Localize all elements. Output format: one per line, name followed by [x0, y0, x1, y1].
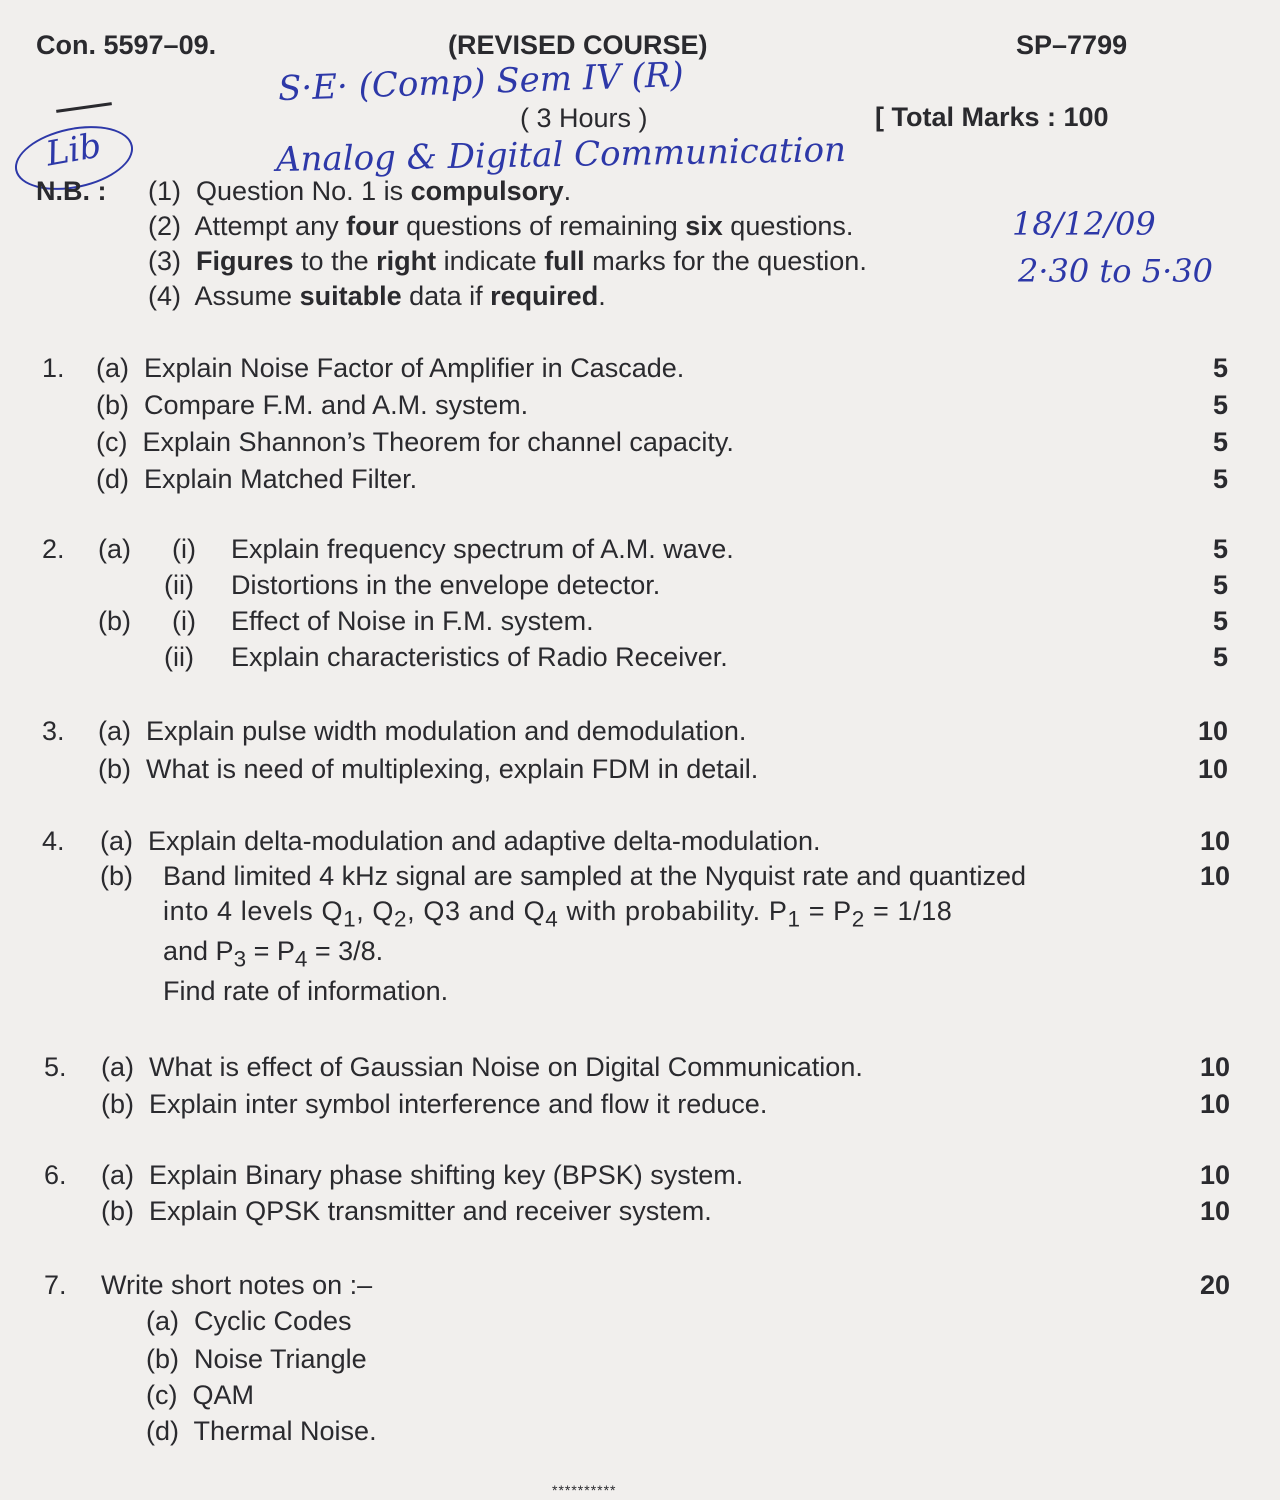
q7a: (a) Cyclic Codes: [146, 1306, 352, 1336]
q3b-marks: 10: [1197, 754, 1228, 784]
instruction-3: (3) Figures to the right indicate full marks for the question.: [148, 246, 867, 276]
q5b: (b) Explain inter symbol interference and flow it reduce.: [101, 1089, 768, 1119]
q2a-ii: Distortions in the envelope detector.: [231, 570, 661, 600]
q1b: (b) Compare F.M. and A.M. system.: [96, 390, 529, 420]
q4a-marks: 10: [1199, 826, 1230, 856]
q4a: (a) Explain delta-modulation and adaptive delta-modulation.: [100, 826, 821, 856]
q3b: (b) What is need of multiplexing, explain FDM in detail.: [98, 754, 759, 784]
q2a-i-marks: 5: [1212, 534, 1228, 564]
handwritten-lib: Lib: [42, 125, 105, 175]
q1-number: 1.: [42, 353, 65, 383]
q6a: (a) Explain Binary phase shifting key (BPSK) system.: [101, 1160, 744, 1190]
pen-stroke: [56, 102, 112, 113]
nb-label: N.B. :: [36, 176, 107, 206]
q4b-line2: into 4 levels $Q_1$, $Q_2$, Q3 and $Q_4$ with probability. $P_1 = P_2 = 1/18$: [163, 896, 953, 932]
handwritten-subject: Analog & Digital Communication: [275, 130, 847, 180]
paper-code: SP–7799: [1016, 30, 1128, 60]
q7b: (b) Noise Triangle: [146, 1344, 367, 1374]
q6-number: 6.: [44, 1160, 67, 1190]
q5b-marks: 10: [1199, 1089, 1230, 1119]
q7c: (c) QAM: [146, 1380, 255, 1410]
q5a: (a) What is effect of Gaussian Noise on Digital Communication.: [101, 1052, 863, 1082]
q7d: (d) Thermal Noise.: [146, 1416, 377, 1446]
instruction-4: (4) Assume suitable data if required.: [148, 281, 606, 311]
q6b: (b) Explain QPSK transmitter and receiver system.: [101, 1196, 712, 1226]
q7-marks: 20: [1199, 1270, 1230, 1300]
handwritten-time: 2·30 to 5·30: [1018, 252, 1213, 290]
q2a-i-label: (i): [172, 534, 196, 564]
total-marks: [ Total Marks : 100: [875, 102, 1109, 132]
q4b-line3: and $P_3 = P_4 = 3/8$.: [163, 936, 384, 972]
q1c-marks: 5: [1212, 427, 1228, 457]
q4b-line4: Find rate of information.: [163, 976, 449, 1006]
q2a-label: (a): [98, 534, 131, 564]
q2-number: 2.: [42, 534, 65, 564]
q6b-marks: 10: [1199, 1196, 1230, 1226]
q7-number: 7.: [44, 1270, 67, 1300]
q1d: (d) Explain Matched Filter.: [96, 464, 418, 494]
q2b-i-label: (i): [172, 606, 196, 636]
exam-duration: ( 3 Hours ): [520, 103, 648, 133]
instruction-1: (1) Question No. 1 is compulsory.: [148, 176, 572, 206]
q2b-ii-label: (ii): [164, 642, 194, 672]
q2a-ii-label: (ii): [164, 570, 194, 600]
q4b-line1: Band limited 4 kHz signal are sampled at the Nyquist rate and quantized: [163, 861, 1026, 891]
exam-code: Con. 5597–09.: [36, 30, 217, 60]
q2b-ii-marks: 5: [1212, 642, 1228, 672]
q3a: (a) Explain pulse width modulation and demodulation.: [98, 716, 747, 746]
q2b-i-marks: 5: [1212, 606, 1228, 636]
q5-number: 5.: [44, 1052, 67, 1082]
q5a-marks: 10: [1199, 1052, 1230, 1082]
q1a: (a) Explain Noise Factor of Amplifier in Cascade.: [96, 353, 685, 383]
q1c: (c) Explain Shannon’s Theorem for channel capacity.: [96, 427, 734, 457]
q3-number: 3.: [42, 716, 65, 746]
handwritten-class: S·E· (Comp) Sem IV (R): [277, 54, 685, 110]
instruction-2: (2) Attempt any four questions of remaining six questions.: [148, 211, 854, 241]
q1d-marks: 5: [1212, 464, 1228, 494]
q1b-marks: 5: [1212, 390, 1228, 420]
handwritten-date: 18/12/09: [1012, 205, 1156, 243]
q1a-marks: 5: [1212, 353, 1228, 383]
q6a-marks: 10: [1199, 1160, 1230, 1190]
q2b-label: (b): [98, 606, 131, 636]
q2a-i: Explain frequency spectrum of A.M. wave.: [231, 534, 734, 564]
end-marker: **********: [552, 1482, 617, 1498]
course-type: (REVISED COURSE): [448, 30, 708, 60]
q7-text: Write short notes on :–: [101, 1270, 373, 1300]
q4b-marks: 10: [1199, 861, 1230, 891]
q3a-marks: 10: [1197, 716, 1228, 746]
q4b-label: (b): [100, 861, 133, 891]
q4-number: 4.: [42, 826, 65, 856]
q2b-ii: Explain characteristics of Radio Receiver.: [231, 642, 728, 672]
q2a-ii-marks: 5: [1212, 570, 1228, 600]
q2b-i: Effect of Noise in F.M. system.: [231, 606, 594, 636]
